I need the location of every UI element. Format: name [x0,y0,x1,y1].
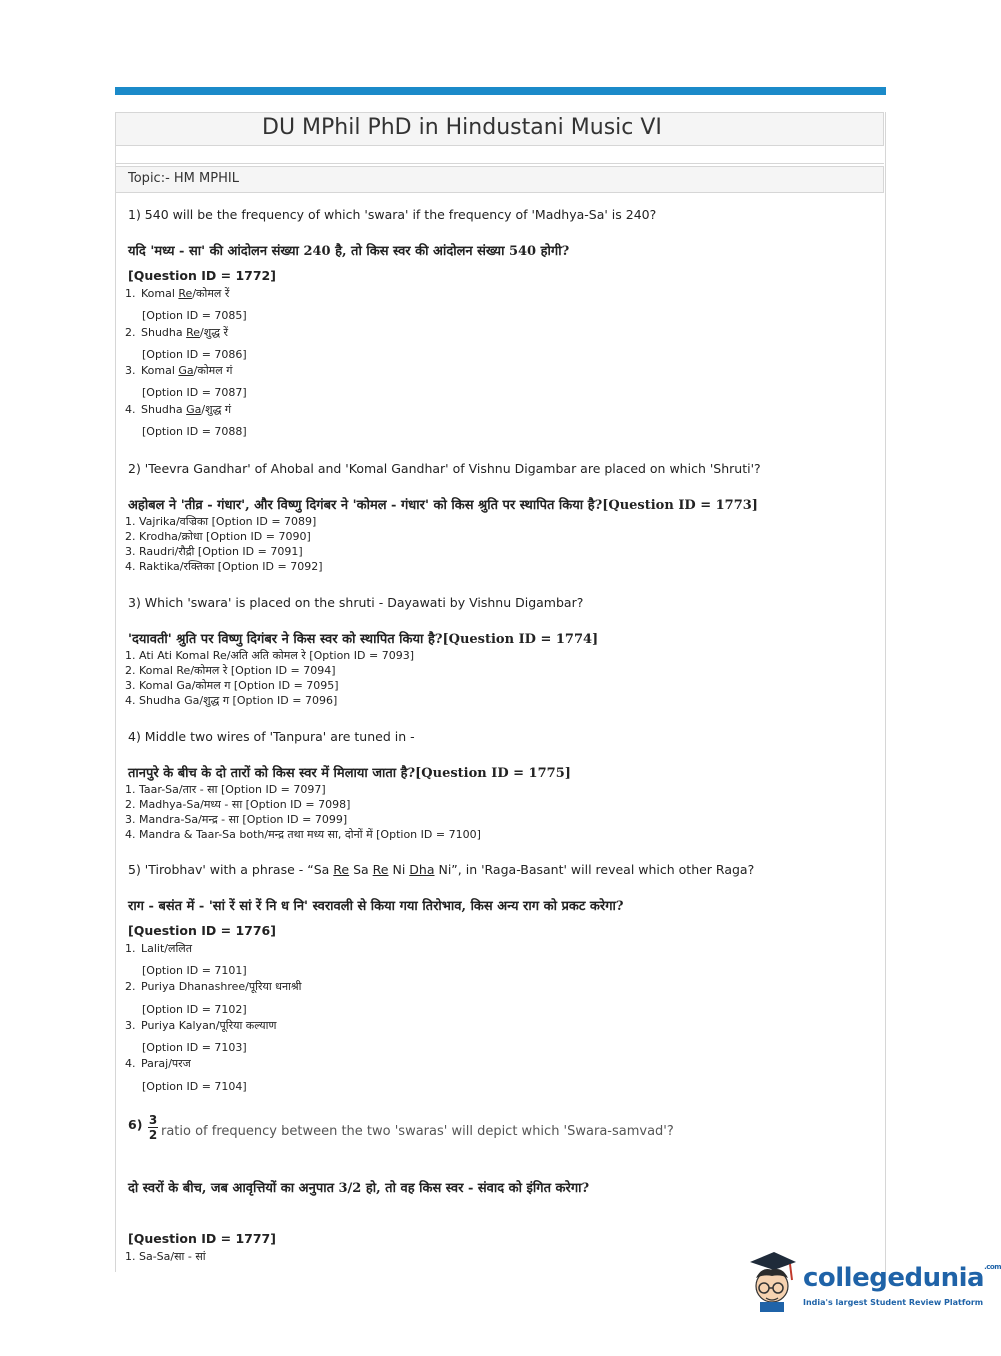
q1-option-4-id: [Option ID = 7088] [142,425,247,438]
q3-option-2: 2. Komal Re/कोमल रे [Option ID = 7094] [125,664,336,677]
brand-tagline: India's largest Student Review Platform [803,1298,984,1307]
q6-number: 6) [128,1117,143,1132]
q2-option-3: 3. Raudri/रौद्री [Option ID = 7091] [125,545,303,558]
q5-id: [Question ID = 1776] [128,923,276,938]
q5-hindi: राग - बसंत में - 'सां रें सां रें नि ध नि' स्वरावली से किया गया तिरोभाव, किस अन्य राग को प्रकट करेगा? [128,899,624,914]
q5-option-3-id: [Option ID = 7103] [142,1041,247,1054]
q5-option-2: 2. Puriya Dhanashree/पूरिया धनाश्री [125,980,302,993]
q3-option-1: 1. Ati Ati Komal Re/अति अति कोमल रे [Option ID = 7093] [125,649,414,662]
q6-fraction [148,1113,158,1142]
q4-option-1: 1. Taar-Sa/तार - सा [Option ID = 7097] [125,783,326,796]
q3-option-3: 3. Komal Ga/कोमल ग [Option ID = 7095] [125,679,339,692]
q2-option-2: 2. Krodha/क्रोधा [Option ID = 7090] [125,530,311,543]
q1-id: [Question ID = 1772] [128,268,276,283]
q1-option-4: 4. Shudha Ga/शुद्ध गं [125,403,232,416]
q4-option-2: 2. Madhya-Sa/मध्य - सा [Option ID = 7098] [125,798,351,811]
q5-option-2-id: [Option ID = 7102] [142,1003,247,1016]
top-accent-bar [115,87,886,95]
q1-option-3: 3. Komal Ga/कोमल गं [125,364,233,377]
q6-id: [Question ID = 1777] [128,1231,276,1246]
title-gap [115,146,884,164]
q1-option-2: 2. Shudha Re/शुद्ध रें [125,326,229,339]
q5-option-4-id: [Option ID = 7104] [142,1080,247,1093]
q1-option-2-id: [Option ID = 7086] [142,348,247,361]
q3-text: 3) Which 'swara' is placed on the shruti - Dayawati by Vishnu Digambar? [128,595,584,610]
q6-text: ratio of frequency between the two 'swaras' will depict which 'Swara-samvad'? [161,1124,674,1139]
page-title: DU MPhil PhD in Hindustani Music VI [262,115,662,140]
q4-option-4: 4. Mandra & Taar-Sa both/मन्द्र तथा मध्य सा, दोनों में [Option ID = 7100] [125,828,481,841]
q3-hindi: 'दयावती' श्रुति पर विष्णु दिगंबर ने किस स्वर को स्थापित किया है?[Question ID = 1774] [128,632,599,647]
brand-name: collegedunia$^{.com}$ [803,1263,1001,1293]
q6-fraction-numerator: 3 [148,1113,158,1127]
q2-option-4: 4. Raktika/रक्तिका [Option ID = 7092] [125,560,323,573]
q1-hindi: यदि 'मध्य - सा' की आंदोलन संख्या 240 है, तो किस स्वर की आंदोलन संख्या 540 होगी? [128,244,570,259]
q6-hindi: दो स्वरों के बीच, जब आवृत्तियों का अनुपात 3/2 हो, तो वह किस स्वर - संवाद को इंगित करेगा? [128,1181,590,1196]
q4-option-3: 3. Mandra-Sa/मन्द्र - सा [Option ID = 7099] [125,813,348,826]
q5-option-3: 3. Puriya Kalyan/पूरिया कल्याण [125,1019,277,1032]
mascot-icon [750,1252,796,1312]
q5-option-4: 4. Paraj/परज [125,1057,191,1070]
q5-text: 5) 'Tirobhav' with a phrase - “Sa Re Sa Re Ni Dha Ni”, in 'Raga-Basant' will reveal which other Raga? [128,862,755,877]
q5-option-1: 1. Lalit/ललित [125,942,193,955]
q1-option-1: 1. Komal Re/कोमल रें [125,287,230,300]
q3-option-4: 4. Shudha Ga/शुद्ध ग [Option ID = 7096] [125,694,338,707]
q1-text: 1) 540 will be the frequency of which 'swara' if the frequency of 'Madhya-Sa' is 240? [128,207,657,222]
q4-hindi: तानपुरे के बीच के दो तारों को किस स्वर में मिलाया जाता है?[Question ID = 1775] [128,766,571,781]
q4-text: 4) Middle two wires of 'Tanpura' are tuned in - [128,729,415,744]
q2-hindi: अहोबल ने 'तीव्र - गंधार', और विष्णु दिगंबर ने 'कोमल - गंधार' को किस श्रुति पर स्थापित किया है?[Question ID = 1773] [128,498,758,513]
q1-option-1-id: [Option ID = 7085] [142,309,247,322]
q1-option-3-id: [Option ID = 7087] [142,386,247,399]
q6-fraction-denominator: 2 [148,1128,158,1142]
q2-option-1: 1. Vajrika/वज्रिका [Option ID = 7089] [125,515,317,528]
q5-option-1-id: [Option ID = 7101] [142,964,247,977]
q6-option-1: 1. Sa-Sa/सा - सां [125,1250,206,1263]
topic-label: Topic:- HM MPHIL [128,171,239,186]
q2-text: 2) 'Teevra Gandhar' of Ahobal and 'Komal Gandhar' of Vishnu Digambar are placed on which 'Shruti'? [128,461,761,476]
